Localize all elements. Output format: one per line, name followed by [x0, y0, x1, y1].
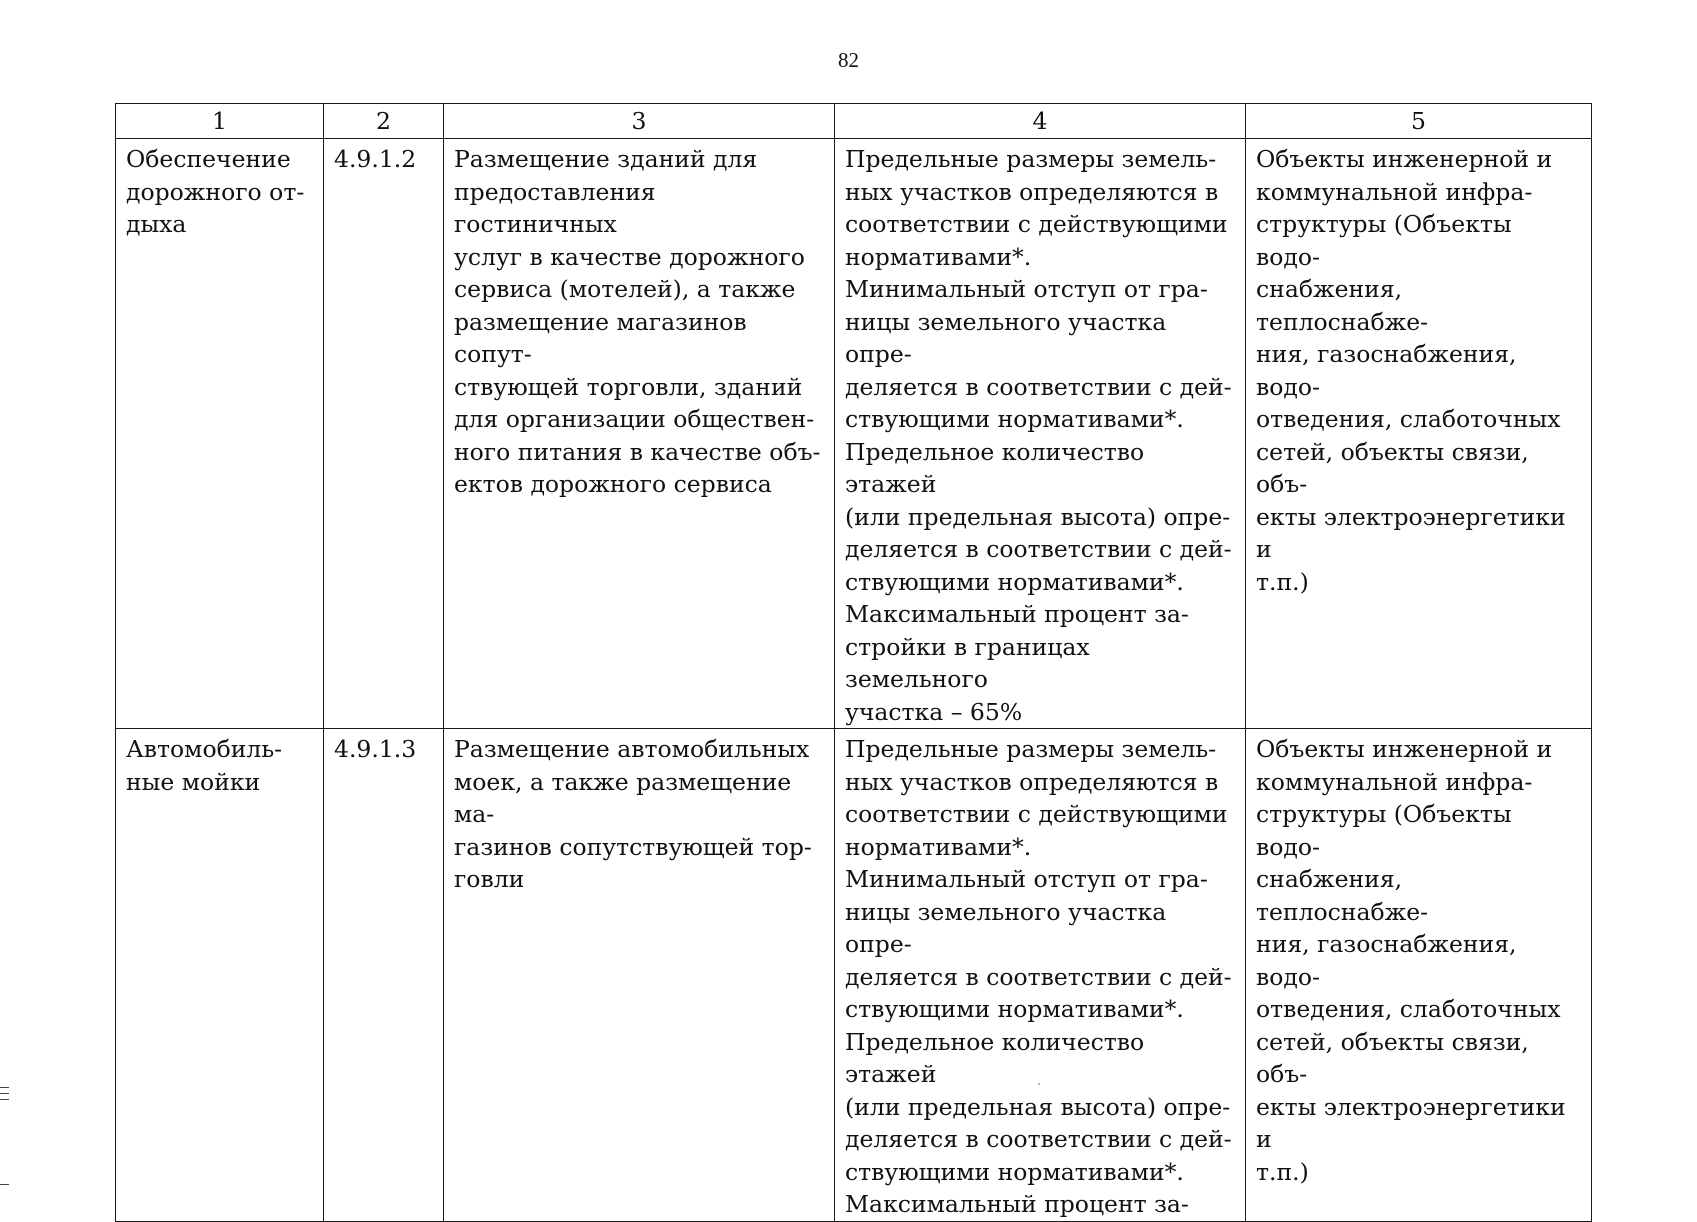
table-row — [116, 729, 1592, 1222]
use-type-parameters: Предельные размеры земель- ных участков определяются в соответствии с действующими нормативами*. Минимальный отступ от гра- ницы земельного участка опре- деляется в соответствии с дей- ствующими нормативами*. Предельное количество этажей (или предельная высота) опре- деляется в соответствии с дей- ствующими нормативами*. Максимальный процент за- стройки в границах земельного участка – 65% — [835, 139, 1246, 729]
column-header-3: 3 — [444, 104, 835, 139]
scan-margin-mark — [0, 1099, 9, 1100]
use-type-auxiliary: Объекты инженерной и коммунальной инфра- структуры (Объекты водо- снабжения, теплоснабже- ния, газоснабжения, водо- отведения, слаботочных сетей, объекты связи, объ- екты электроэнергетики и т.п.) — [1246, 729, 1592, 1222]
scan-margin-mark — [0, 1184, 9, 1185]
use-type-code: 4.9.1.2 — [324, 139, 444, 729]
column-header-5: 5 — [1246, 104, 1592, 139]
scan-margin-mark — [0, 1087, 9, 1088]
use-type-description: Размещение зданий для предоставления гостиничных услуг в качестве дорожного сервиса (мотелей), а также размещение магазинов сопут- ствующей торговли, зданий для организации обществен- ного питания в качестве объ- ектов дорожного сервиса — [444, 139, 835, 729]
use-type-code: 4.9.1.3 — [324, 729, 444, 1222]
column-header-4: 4 — [835, 104, 1246, 139]
use-type-parameters: Предельные размеры земель- ных участков определяются в соответствии с действующими нормативами*. Минимальный отступ от гра- ницы земельного участка опре- деляется в соответствии с дей- ствующими нормативами*. Предельное количество этажей (или предельная высота) опре- деляется в соответствии с дей- ствующими нормативами*. Максимальный процент за- — [835, 729, 1246, 1222]
scan-speck — [1038, 1083, 1040, 1085]
page-number: 82 — [838, 48, 859, 72]
table-header-row — [116, 104, 1592, 139]
scan-margin-mark — [0, 1093, 9, 1094]
use-type-name: Обеспечение дорожного от- дыха — [116, 139, 324, 729]
column-header-2: 2 — [324, 104, 444, 139]
land-use-table — [115, 103, 1592, 1222]
use-type-name: Автомобиль- ные мойки — [116, 729, 324, 1222]
use-type-auxiliary: Объекты инженерной и коммунальной инфра- структуры (Объекты водо- снабжения, теплоснабже- ния, газоснабжения, водо- отведения, слаботочных сетей, объекты связи, объ- екты электроэнергетики и т.п.) — [1246, 139, 1592, 729]
column-header-1: 1 — [116, 104, 324, 139]
use-type-description: Размещение автомобильных моек, а также размещение ма- газинов сопутствующей тор- говли — [444, 729, 835, 1222]
table-row — [116, 139, 1592, 729]
